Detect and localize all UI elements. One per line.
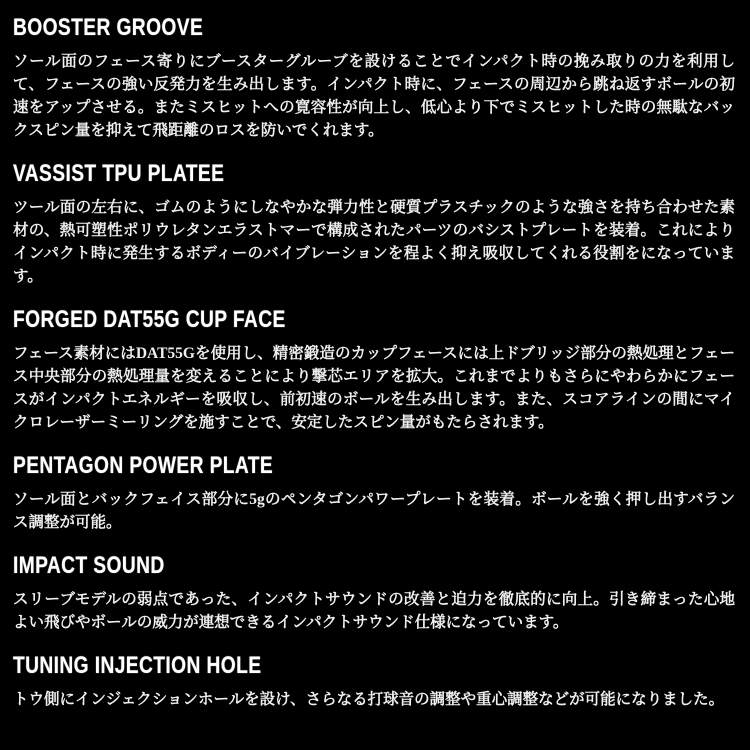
section-tuning-injection-hole — [13, 654, 735, 711]
section-booster-groove — [13, 16, 735, 142]
section-vassist-tpu-platee — [13, 162, 735, 288]
section-heading-booster-groove: BOOSTER GROOVE — [13, 14, 204, 41]
section-body-tuning-injection-hole: トウ側にインジェクションホールを設け、さらなる打球音の調整や重心調整などが可能になりました。 — [13, 691, 725, 708]
section-body-pentagon-power-plate: ソール面とバックフェイス部分に5gのペンタゴンパワープレートを装着。ボールを強く押し出すバランス調整が可能。 — [13, 491, 735, 531]
section-heading-vassist-tpu-platee: VASSIST TPU PLATEE — [13, 160, 225, 187]
section-heading-tuning-injection-hole: TUNING INJECTION HOLE — [13, 652, 262, 679]
section-body-vassist-tpu-platee: ツール面の左右に、ゴムのようにしなやかな弾力性と硬質プラスチックのような強さを持ち合わせた素材の、熱可塑性ポリウレタンエラストマーで構成されたパーツのバシストプレートを装着。これによりインパクト時に発生するボディーのバイブレーションを程よく抑え吸収してくれる役割をになっています。 — [13, 199, 735, 285]
section-heading-impact-sound: IMPACT SOUND — [13, 552, 165, 579]
section-heading-forged-dat55g-cup-face: FORGED DAT55G CUP FACE — [13, 306, 286, 333]
section-body-impact-sound: スリーブモデルの弱点であった、インパクトサウンドの改善と迫力を徹底的に向上。引き締まった心地よい飛びやボールの威力が連想できるインパクトサウンド仕様になっています。 — [13, 591, 735, 631]
section-heading-pentagon-power-plate: PENTAGON POWER PLATE — [13, 452, 274, 479]
section-pentagon-power-plate — [13, 454, 735, 534]
section-forged-dat55g-cup-face — [13, 308, 735, 434]
section-impact-sound — [13, 554, 735, 634]
section-body-forged-dat55g-cup-face: フェース素材にはDAT55Gを使用し、精密鍛造のカップフェースには上ドブリッジ部分の熱処理とフェース中央部分の熱処理量を変えることにより撃芯エリアを拡大。これまでよりもさらにやわらかにフェースがインパクトエネルギーを吸収し、前初速のボールを生み出します。また、スコアラインの間にマイクロレーザーミーリングを施すことで、安定したスピン量がもたらされます。 — [13, 345, 735, 431]
section-body-booster-groove: ソール面のフェース寄りにブースターグルーブを設けることでインパクト時の挽み取りの力を利用して、フェースの強い反発力を生み出します。インパクト時に、フェースの周辺から跳ね返すボールの初速をアップさせる。またミスヒットへの寛容性が向上し、低心より下でミスヒットした時の無駄なバックスピン量を抑えて飛距離のロスを防いでくれます。 — [13, 53, 735, 139]
